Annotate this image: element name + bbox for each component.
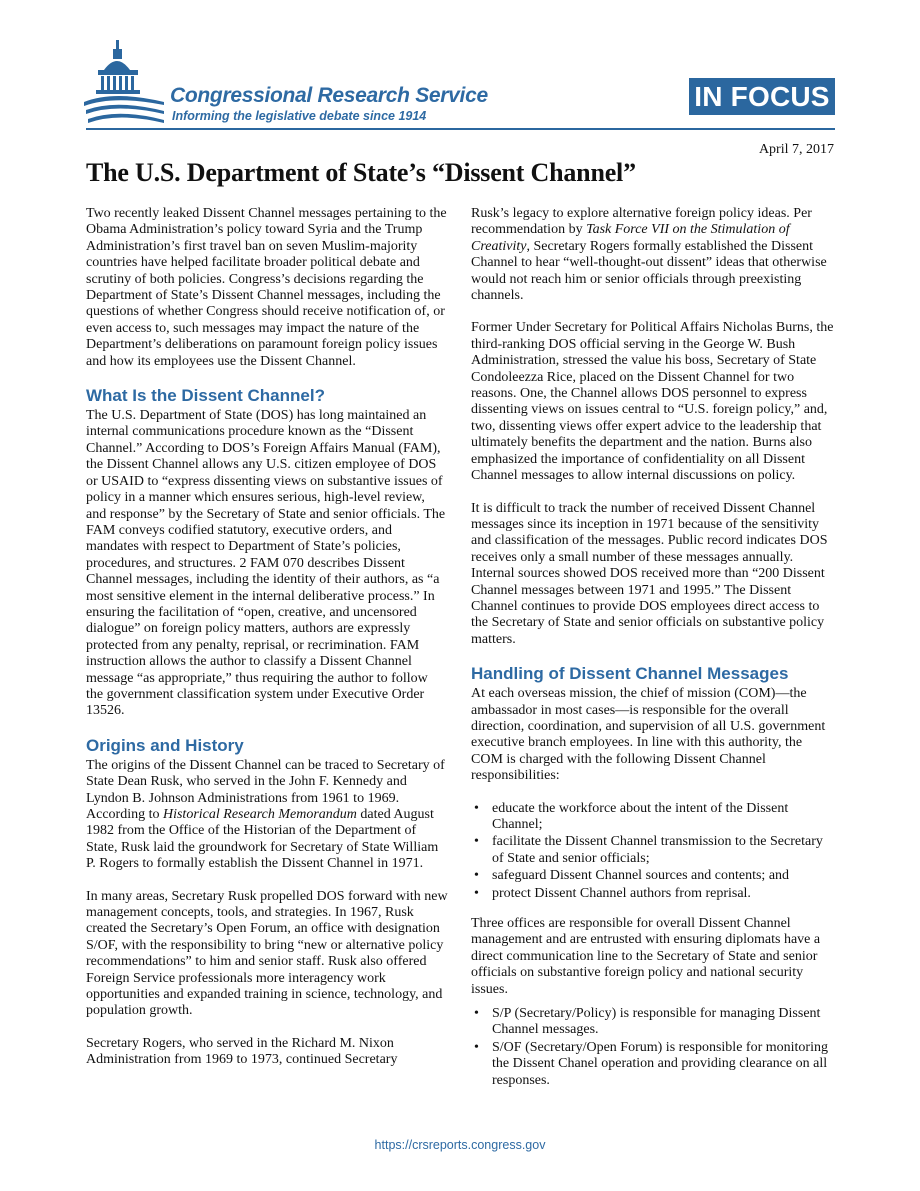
page-title: The U.S. Department of State’s “Dissent Channel”	[86, 158, 636, 187]
list-item: • facilitate the Dissent Channel transmission to the Secretary of State and senior officials;	[471, 834, 837, 867]
origins-paragraph-3: Secretary Rogers, who served in the Richard M. Nixon Administration from 1969 to 1973, continued Secretary	[86, 1035, 398, 1068]
list-item: • protect Dissent Channel authors from reprisal.	[471, 886, 837, 902]
origins-paragraph-2: In many areas, Secretary Rusk propelled DOS forward with new management concepts, tools, and strategies. In 1967, Rusk created the Secretary’s Open Forum, an office with designation S/OF, with the responsibility to bring “new or alternative policy recommendations” to him and senior staff. Rusk also offered Foreign Service professionals more interagency work opportunities and expanded training in science, technology, and population growth.	[86, 888, 448, 1019]
origins-memo-title: Historical Research Memorandum	[162, 807, 357, 822]
offices-paragraph: Three offices are responsible for overall Dissent Channel management and are entrusted with ensuring diplomats have a direct communication line to the Secretary of State and senior officials on substantive foreign policy and national security issues.	[471, 916, 821, 997]
task-force-title: Task Force VII on the Stimulation of Creativity	[471, 222, 790, 254]
list-item: • S/P (Secretary/Policy) is responsible for managing Dissent Channel messages.	[471, 1006, 837, 1039]
right-column	[471, 206, 837, 1103]
origins-paragraph-1	[86, 758, 448, 873]
heading-handling: Handling of Dissent Channel Messages	[471, 664, 789, 684]
intro-paragraph: Two recently leaked Dissent Channel messages pertaining to the Obama Administration’s policy toward Syria and the Trump Administration’s first travel ban on seven Muslim-majority countries have helped facilitate broader political debate and scrutiny of both policies. Congress’s decisions regarding the Department of State’s Dissent Channel messages, including the questions of whether Congress should receive notification of, or even access to, such messages may impact the nature of the Department’s deliberations on paramount foreign policy issues and how its employees use the Dissent Channel.	[86, 206, 447, 369]
list-item: • safeguard Dissent Channel sources and contents; and	[471, 868, 837, 884]
publication-date: April 7, 2017	[758, 142, 834, 157]
burns-paragraph: Former Under Secretary for Political Affairs Nicholas Burns, the third-ranking DOS official serving in the George W. Bush Administration, stressed the value his boss, Secretary of State Condoleezza Rice, placed on the Dissent Channel for two reasons. One, the Channel allows DOS personnel to express dissenting views on issues central to “U.S. foreign policy,” and, two, dissenting views offer expert advice to the leadership that ultimately benefits the department and the nation. Burns also emphasized the importance of confidentiality on all Dissent Channel messages to allow internal discussions on policy.	[471, 320, 834, 484]
origins-text-a: The origins of the Dissent Channel can be traced to Secretary of State Dean Rusk, who served in the John F. Kennedy and Lyndon B. Johnson Administrations from 1961 to 1969. According to	[86, 757, 445, 822]
offices-list	[471, 1006, 837, 1089]
list-item: • educate the workforce about the intent of the Dissent Channel;	[471, 801, 837, 834]
rogers-text-b: , Secretary Rogers formally established the Dissent Channel to hear “well-thought-out dissent” ideas that otherwise would not reach him or senior officials through preexisting channels.	[471, 238, 827, 304]
heading-what-is: What Is the Dissent Channel?	[86, 386, 325, 406]
com-responsibilities-list	[471, 801, 837, 902]
rogers-paragraph	[471, 206, 837, 304]
left-column	[86, 206, 448, 1085]
footer-url-link[interactable]: https://crsreports.congress.gov	[374, 1138, 546, 1152]
what-paragraph: The U.S. Department of State (DOS) has long maintained an internal communications procedure known as the “Dissent Channel.” According to DOS’s Foreign Affairs Manual (FAM), the Dissent Channel allows any U.S. citizen employee of DOS or USAID to “express dissenting views on substantive issues of policy in a manner which ensures serious, high-level review, and response” by the Secretary of State and senior officials. The FAM conveys codified statutory, executive orders, and mandates with respect to Department of State’s policies, procedures, and structures. 2 FAM 070 describes Dissent Channel messages, including the identity of their authors, as “a most sensitive element in the internal deliberative process.” In ensuring the facilitation of “open, creative, and uncensored dialogue” on foreign policy matters, authors are expressly protected from any penalty, reprisal, or recrimination. FAM instruction allows the author to classify a Dissent Channel message “as appropriate,” thus requiring the author to follow the government classification system under Executive Order 13526.	[86, 408, 446, 719]
header-rule	[86, 128, 835, 130]
origins-text-b: dated August 1982 from the Office of the Historian of the Department of State, Rusk laid the groundwork for Secretary of State William P. Rogers to formally establish the Dissent Channel in 1971.	[86, 807, 439, 872]
com-paragraph: At each overseas mission, the chief of mission (COM)—the ambassador in most cases—is responsible for the overall direction, coordination, and supervision of all U.S. government executive branch employees. In line with this authority, the COM is charged with the following Dissent Channel responsibilities:	[471, 686, 826, 784]
capitol-dome-logo-icon	[84, 40, 164, 130]
org-name: Congressional Research Service	[170, 84, 488, 107]
list-item: • S/OF (Secretary/Open Forum) is responsible for monitoring the Dissent Chanel operation and providing clearance on all responses.	[471, 1040, 837, 1089]
in-focus-badge: IN FOCUS	[689, 78, 835, 115]
header	[0, 0, 920, 140]
heading-origins: Origins and History	[86, 735, 244, 755]
tracking-paragraph: It is difficult to track the number of received Dissent Channel messages since its inception in 1971 because of the sensitivity and classification of the messages. Public record indicates DOS receives only a small number of these messages annually. Internal sources showed DOS received more than “200 Dissent Channel messages between 1971 and 1995.” The Dissent Channel continues to provide DOS employees direct access to the Secretary of State and senior officials on substantive policy matters.	[471, 500, 828, 647]
rogers-text-a: Rusk’s legacy to explore alternative foreign policy ideas. Per recommendation by	[471, 206, 812, 238]
org-tagline: Informing the legislative debate since 1914	[172, 109, 427, 123]
footer	[0, 1138, 920, 1152]
